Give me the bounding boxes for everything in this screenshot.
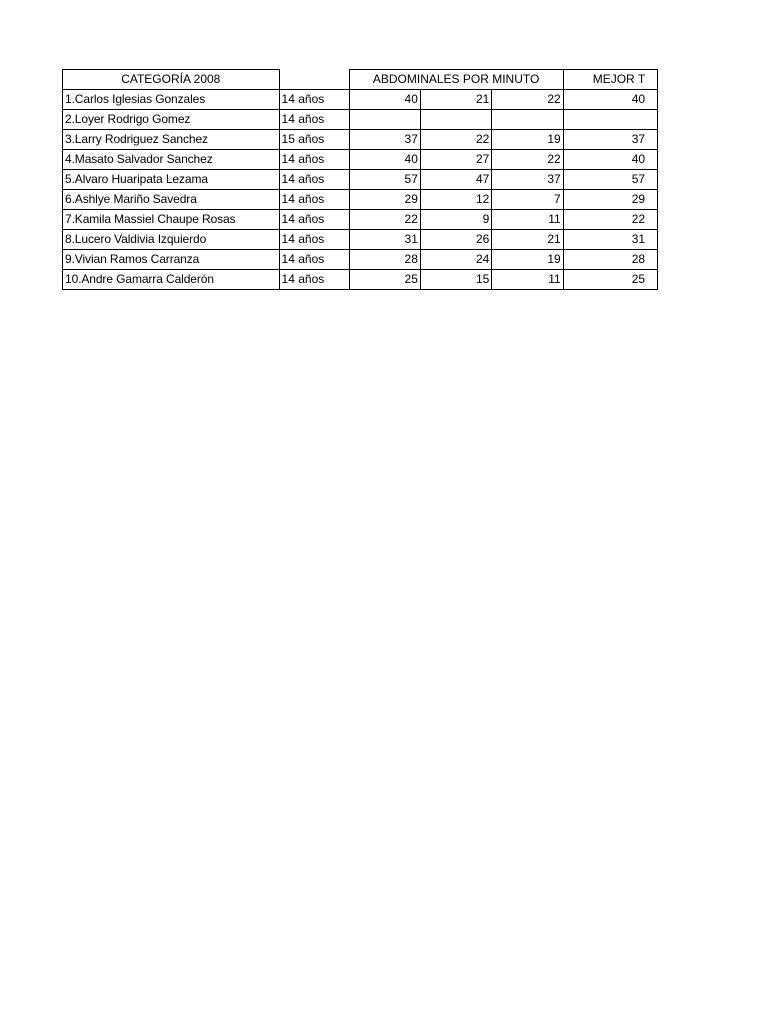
abdominales-2-cell: 27 xyxy=(420,150,491,170)
abdominales-2-cell: 47 xyxy=(420,170,491,190)
abdominales-3-cell: 37 xyxy=(492,170,563,190)
empty-header-cell xyxy=(279,70,349,90)
abdominales-2-cell xyxy=(420,110,491,130)
abdominales-3-cell xyxy=(492,110,563,130)
abdominales-2-cell: 21 xyxy=(420,90,491,110)
table-row xyxy=(63,230,658,250)
abdominales-2-cell: 15 xyxy=(420,270,491,290)
abdominales-2-cell: 26 xyxy=(420,230,491,250)
abdominales-1-cell: 31 xyxy=(349,230,420,250)
header-row xyxy=(63,70,658,90)
best-cell xyxy=(563,110,657,130)
table-row xyxy=(63,270,658,290)
age-cell: 14 años xyxy=(279,250,349,270)
age-cell: 14 años xyxy=(279,270,349,290)
age-cell: 14 años xyxy=(279,210,349,230)
abdominales-3-cell: 22 xyxy=(492,150,563,170)
abdominales-3-cell: 19 xyxy=(492,250,563,270)
athlete-name-cell: 4.Masato Salvador Sanchez xyxy=(63,150,280,170)
abdominales-1-cell: 57 xyxy=(349,170,420,190)
abdominales-1-cell: 40 xyxy=(349,90,420,110)
age-cell: 14 años xyxy=(279,230,349,250)
best-cell: 37 xyxy=(563,130,657,150)
abdominales-1-cell: 22 xyxy=(349,210,420,230)
abdominales-1-cell: 37 xyxy=(349,130,420,150)
age-cell: 14 años xyxy=(279,190,349,210)
abdominales-2-cell: 12 xyxy=(420,190,491,210)
athlete-name-cell: 3.Larry Rodriguez Sanchez xyxy=(63,130,280,150)
results-table xyxy=(62,69,658,290)
abdominales-3-cell: 11 xyxy=(492,210,563,230)
best-cell: 28 xyxy=(563,250,657,270)
best-cell: 57 xyxy=(563,170,657,190)
athlete-name-cell: 10.Andre Gamarra Calderón xyxy=(63,270,280,290)
table-row xyxy=(63,150,658,170)
athlete-name-cell: 5.Alvaro Huaripata Lezama xyxy=(63,170,280,190)
age-cell: 14 años xyxy=(279,150,349,170)
athlete-name-cell: 6.Ashlye Mariño Savedra xyxy=(63,190,280,210)
abdominales-header: ABDOMINALES POR MINUTO xyxy=(349,70,563,90)
table-row xyxy=(63,110,658,130)
abdominales-1-cell: 28 xyxy=(349,250,420,270)
age-cell: 14 años xyxy=(279,170,349,190)
abdominales-3-cell: 7 xyxy=(492,190,563,210)
abdominales-3-cell: 11 xyxy=(492,270,563,290)
best-cell: 40 xyxy=(563,90,657,110)
best-cell: 22 xyxy=(563,210,657,230)
athlete-name-cell: 8.Lucero Valdivia Izquierdo xyxy=(63,230,280,250)
mejor-header: MEJOR T xyxy=(563,70,657,90)
table-row xyxy=(63,190,658,210)
abdominales-3-cell: 21 xyxy=(492,230,563,250)
table-row xyxy=(63,250,658,270)
abdominales-2-cell: 9 xyxy=(420,210,491,230)
abdominales-2-cell: 24 xyxy=(420,250,491,270)
abdominales-3-cell: 19 xyxy=(492,130,563,150)
age-cell: 14 años xyxy=(279,110,349,130)
abdominales-1-cell: 25 xyxy=(349,270,420,290)
athlete-name-cell: 2.Loyer Rodrigo Gomez xyxy=(63,110,280,130)
abdominales-2-cell: 22 xyxy=(420,130,491,150)
best-cell: 40 xyxy=(563,150,657,170)
table-row xyxy=(63,170,658,190)
best-cell: 29 xyxy=(563,190,657,210)
age-cell: 14 años xyxy=(279,90,349,110)
table-row xyxy=(63,210,658,230)
abdominales-1-cell: 29 xyxy=(349,190,420,210)
abdominales-1-cell: 40 xyxy=(349,150,420,170)
abdominales-3-cell: 22 xyxy=(492,90,563,110)
table-row xyxy=(63,130,658,150)
athlete-name-cell: 1.Carlos Iglesias Gonzales xyxy=(63,90,280,110)
athlete-name-cell: 7.Kamila Massiel Chaupe Rosas xyxy=(63,210,280,230)
table-row xyxy=(63,90,658,110)
category-header: CATEGORÍA 2008 xyxy=(63,70,280,90)
athlete-name-cell: 9.Vivian Ramos Carranza xyxy=(63,250,280,270)
abdominales-1-cell xyxy=(349,110,420,130)
best-cell: 31 xyxy=(563,230,657,250)
best-cell: 25 xyxy=(563,270,657,290)
age-cell: 15 años xyxy=(279,130,349,150)
